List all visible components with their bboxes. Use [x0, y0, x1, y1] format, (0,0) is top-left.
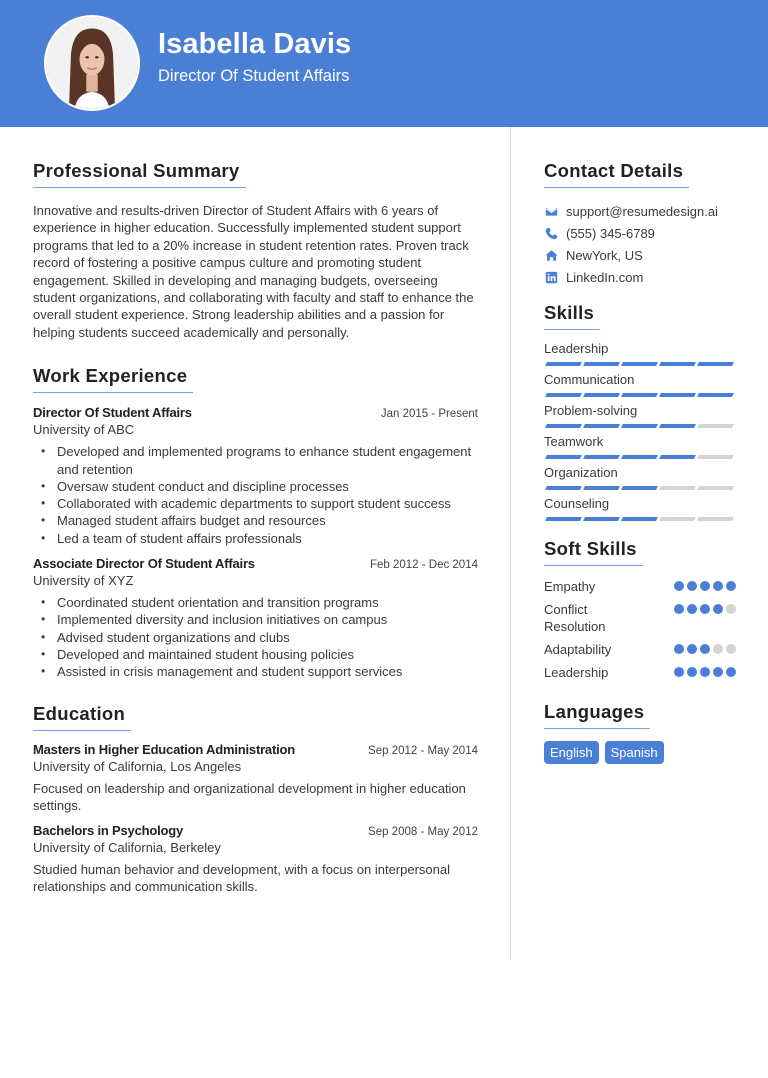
avatar — [44, 15, 140, 111]
skill-segment — [659, 455, 696, 459]
soft-skills-section — [544, 538, 736, 681]
skill-segment — [659, 424, 696, 428]
bullet-item: • Led a team of student affairs professionals — [41, 530, 478, 547]
soft-skill-item — [544, 578, 736, 595]
summary-section — [33, 160, 478, 341]
skill-segment — [697, 362, 734, 366]
skill-name: Communication — [544, 372, 635, 387]
section-heading: Contact Details — [544, 160, 689, 188]
column-divider — [510, 127, 511, 960]
skill-segment — [659, 517, 696, 521]
contact-linkedin[interactable] — [544, 266, 736, 288]
skill-level-bar — [544, 486, 736, 490]
skill-level-bar — [544, 517, 736, 521]
skill-segment — [697, 486, 734, 490]
rating-dot-icon — [687, 644, 697, 654]
section-heading: Professional Summary — [33, 160, 246, 188]
skill-segment — [659, 393, 696, 397]
job-date: Jan 2015 - Present — [380, 408, 478, 421]
section-heading: Soft Skills — [544, 538, 643, 566]
skill-level-bar — [544, 362, 736, 366]
contact-email[interactable] — [544, 200, 736, 222]
job-organization: University of ABC — [33, 422, 135, 438]
rating-dot-icon — [726, 667, 736, 677]
skill-name: Teamwork — [544, 434, 604, 449]
education-description: Focused on leadership and organizational development in higher education settings. — [33, 780, 466, 813]
job-bullets — [33, 443, 478, 547]
rating-dot-icon — [687, 581, 697, 591]
skill-segment — [545, 455, 582, 459]
soft-skill-rating — [674, 644, 736, 654]
skill-segment — [545, 393, 582, 397]
soft-skill-name: Empathy — [544, 579, 596, 594]
rating-dot-icon — [726, 644, 736, 654]
linkedin-icon — [544, 270, 558, 284]
sidebar-column — [544, 160, 736, 764]
language-tag: Spanish — [605, 741, 664, 764]
soft-skill-name: Leadership — [544, 665, 609, 680]
job-role: Director Of Student Affairs — [33, 405, 192, 421]
soft-skill-name: Adaptability — [544, 642, 612, 657]
rating-dot-icon — [700, 667, 710, 677]
skills-section — [544, 302, 736, 521]
section-heading: Skills — [544, 302, 600, 330]
skill-segment — [697, 455, 734, 459]
school: University of California, Los Angeles — [33, 758, 242, 774]
contact-location-text: NewYork, US — [566, 247, 643, 263]
bullet-item: • Oversaw student conduct and discipline processes — [41, 478, 478, 495]
section-heading: Work Experience — [33, 365, 193, 393]
bullet-item: • Managed student affairs budget and resources — [41, 512, 478, 529]
skill-segment — [583, 486, 620, 490]
contact-phone-text: (555) 345-6789 — [566, 225, 655, 241]
skill-segment — [621, 362, 658, 366]
contact-email-text: support@resumedesign.ai — [566, 203, 718, 219]
rating-dot-icon — [700, 644, 710, 654]
skill-segment — [583, 517, 620, 521]
skill-segment — [545, 424, 582, 428]
summary-text: Innovative and results-driven Director of Student Affairs with 6 years of experience in higher education. Successfully implemented student support programs that led to a 20% increase in student retention rates. Proven track record of fostering a positive campus culture and promoting student engagement. Skilled in developing and managing budgets, overseeing student organizations, and collaborating with faculty and staff to enhance the overall student experience. Strong leadership abilities and a passion for helping students succeed academically and personally. — [33, 203, 474, 340]
rating-dot-icon — [674, 644, 684, 654]
bullet-item: • Developed and maintained student housing policies — [41, 646, 478, 663]
soft-skill-name: Conflict Resolution — [544, 602, 606, 634]
skill-segment — [545, 486, 582, 490]
rating-dot-icon — [726, 581, 736, 591]
contact-linkedin-text: LinkedIn.com — [566, 269, 644, 285]
job-date: Feb 2012 - Dec 2014 — [369, 559, 478, 572]
skill-segment — [545, 517, 582, 521]
rating-dot-icon — [674, 667, 684, 677]
work-section — [33, 365, 478, 680]
skill-segment — [697, 424, 734, 428]
education-date: Sep 2012 - May 2014 — [368, 744, 478, 757]
email-icon — [544, 204, 558, 218]
rating-dot-icon — [687, 604, 697, 614]
language-tag: English — [544, 741, 599, 764]
skill-segment — [621, 393, 658, 397]
job-entry — [33, 556, 478, 680]
skill-segment — [621, 517, 658, 521]
skill-name: Counseling — [544, 496, 610, 511]
school: University of California, Berkeley — [33, 840, 221, 856]
rating-dot-icon — [687, 667, 697, 677]
education-entry — [33, 823, 478, 896]
skill-segment — [659, 362, 696, 366]
skill-segment — [621, 486, 658, 490]
header-banner — [0, 0, 768, 127]
soft-skill-rating — [674, 604, 736, 614]
skill-segment — [621, 424, 658, 428]
job-entry — [33, 405, 478, 547]
bullet-item: • Implemented diversity and inclusion initiatives on campus — [41, 611, 478, 628]
rating-dot-icon — [713, 644, 723, 654]
rating-dot-icon — [713, 581, 723, 591]
contact-section — [544, 160, 736, 288]
main-column — [33, 160, 478, 896]
skill-name: Organization — [544, 465, 618, 480]
skill-level-bar — [544, 455, 736, 459]
bullet-item: • Coordinated student orientation and transition programs — [41, 594, 478, 611]
skill-item — [544, 434, 736, 459]
skill-item — [544, 496, 736, 521]
skill-name: Leadership — [544, 341, 609, 356]
bullet-item: • Developed and implemented programs to enhance student engagement and retention — [41, 443, 478, 478]
section-heading: Languages — [544, 701, 650, 729]
rating-dot-icon — [700, 581, 710, 591]
home-icon — [544, 248, 558, 262]
skill-segment — [583, 393, 620, 397]
education-description: Studied human behavior and development, with a focus on interpersonal relationships and communication skills. — [33, 862, 450, 895]
bullet-item: • Advised student organizations and clubs — [41, 629, 478, 646]
skill-segment — [583, 424, 620, 428]
bullet-item: • Assisted in crisis management and student support services — [41, 663, 478, 680]
skill-level-bar — [544, 424, 736, 428]
contact-phone[interactable] — [544, 222, 736, 244]
rating-dot-icon — [674, 581, 684, 591]
degree: Masters in Higher Education Administration — [33, 741, 295, 757]
soft-skill-item — [544, 641, 736, 658]
skill-segment — [659, 486, 696, 490]
soft-skill-item — [544, 601, 736, 635]
phone-icon — [544, 226, 558, 240]
soft-skill-item — [544, 664, 736, 681]
soft-skill-rating — [674, 581, 736, 591]
candidate-title: Director Of Student Affairs — [158, 67, 350, 85]
candidate-name: Isabella Davis — [158, 28, 352, 60]
contact-location — [544, 244, 736, 266]
bullet-item: • Collaborated with academic departments to support student success — [41, 495, 478, 512]
job-bullets — [33, 594, 478, 680]
profile-photo-icon — [46, 17, 138, 109]
skill-segment — [583, 362, 620, 366]
rating-dot-icon — [726, 604, 736, 614]
education-section — [33, 703, 478, 896]
skill-item — [544, 372, 736, 397]
rating-dot-icon — [713, 604, 723, 614]
skill-segment — [697, 393, 734, 397]
degree: Bachelors in Psychology — [33, 823, 184, 839]
skill-item — [544, 403, 736, 428]
rating-dot-icon — [674, 604, 684, 614]
languages-section — [544, 701, 736, 764]
section-heading: Education — [33, 703, 131, 731]
skill-item — [544, 465, 736, 490]
skill-name: Problem-solving — [544, 403, 638, 418]
job-organization: University of XYZ — [33, 573, 134, 589]
rating-dot-icon — [713, 667, 723, 677]
skill-level-bar — [544, 393, 736, 397]
education-date: Sep 2008 - May 2012 — [368, 826, 478, 839]
soft-skill-rating — [674, 667, 736, 677]
job-role: Associate Director Of Student Affairs — [33, 556, 255, 572]
education-entry — [33, 742, 478, 815]
skill-item — [544, 341, 736, 366]
skill-segment — [621, 455, 658, 459]
skill-segment — [697, 517, 734, 521]
skill-segment — [545, 362, 582, 366]
rating-dot-icon — [700, 604, 710, 614]
skill-segment — [583, 455, 620, 459]
